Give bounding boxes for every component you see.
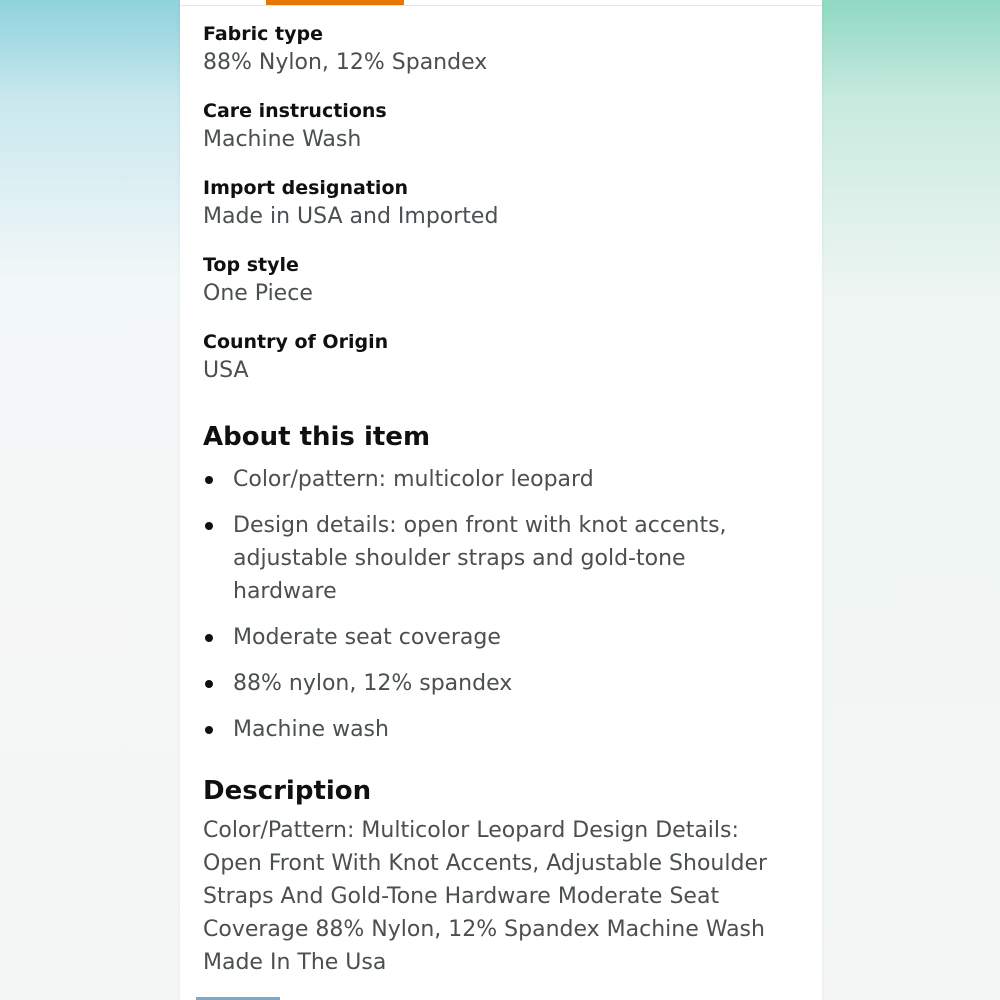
detail-care-instructions: [203, 97, 793, 155]
list-item: [203, 463, 793, 496]
bullet-text: Moderate seat coverage: [233, 625, 501, 650]
list-item: [203, 509, 793, 608]
list-item: [203, 713, 793, 746]
detail-country-of-origin: [203, 328, 793, 386]
detail-value: One Piece: [203, 281, 313, 306]
product-details-card: [180, 0, 822, 1000]
detail-label: Care instructions: [203, 100, 387, 122]
bullet-text: Color/pattern: multicolor leopard: [233, 467, 594, 492]
product-content: [203, 20, 793, 979]
bullet-dot-icon: [205, 476, 213, 484]
detail-value: Made in USA and Imported: [203, 204, 499, 229]
detail-top-style: [203, 251, 793, 309]
bullet-dot-icon: [205, 726, 213, 734]
detail-value: 88% Nylon, 12% Spandex: [203, 50, 488, 75]
bullet-dot-icon: [205, 680, 213, 688]
bullet-text: 88% nylon, 12% spandex: [233, 671, 513, 696]
detail-label: Fabric type: [203, 23, 324, 45]
list-item: [203, 621, 793, 654]
bullet-dot-icon: [205, 522, 213, 530]
detail-label: Country of Origin: [203, 331, 389, 353]
detail-import-designation: [203, 174, 793, 232]
detail-fabric-type: [203, 20, 793, 78]
about-section-title: About this item: [203, 422, 431, 452]
about-bullet-list: [203, 463, 793, 746]
tab-bar: [180, 0, 822, 6]
detail-value: Machine Wash: [203, 127, 362, 152]
bullet-text: Design details: open front with knot accents, adjustable shoulder straps and gold-tone hardware: [233, 513, 727, 604]
detail-value: USA: [203, 358, 249, 383]
bullet-text: Machine wash: [233, 717, 389, 742]
description-section-title: Description: [203, 776, 372, 806]
list-item: [203, 667, 793, 700]
background-right: [820, 0, 1000, 1000]
detail-label: Top style: [203, 254, 299, 276]
detail-label: Import designation: [203, 177, 409, 199]
bullet-dot-icon: [205, 634, 213, 642]
active-tab-indicator[interactable]: [266, 0, 404, 5]
description-text: Color/Pattern: Multicolor Leopard Design Details: Open Front With Knot Accents, Adjustable Shoulder Straps And Gold-Tone Hardware Moderate Seat Coverage 88% Nylon, 12% Spandex Machine Wash Made In The Usa: [203, 818, 768, 975]
